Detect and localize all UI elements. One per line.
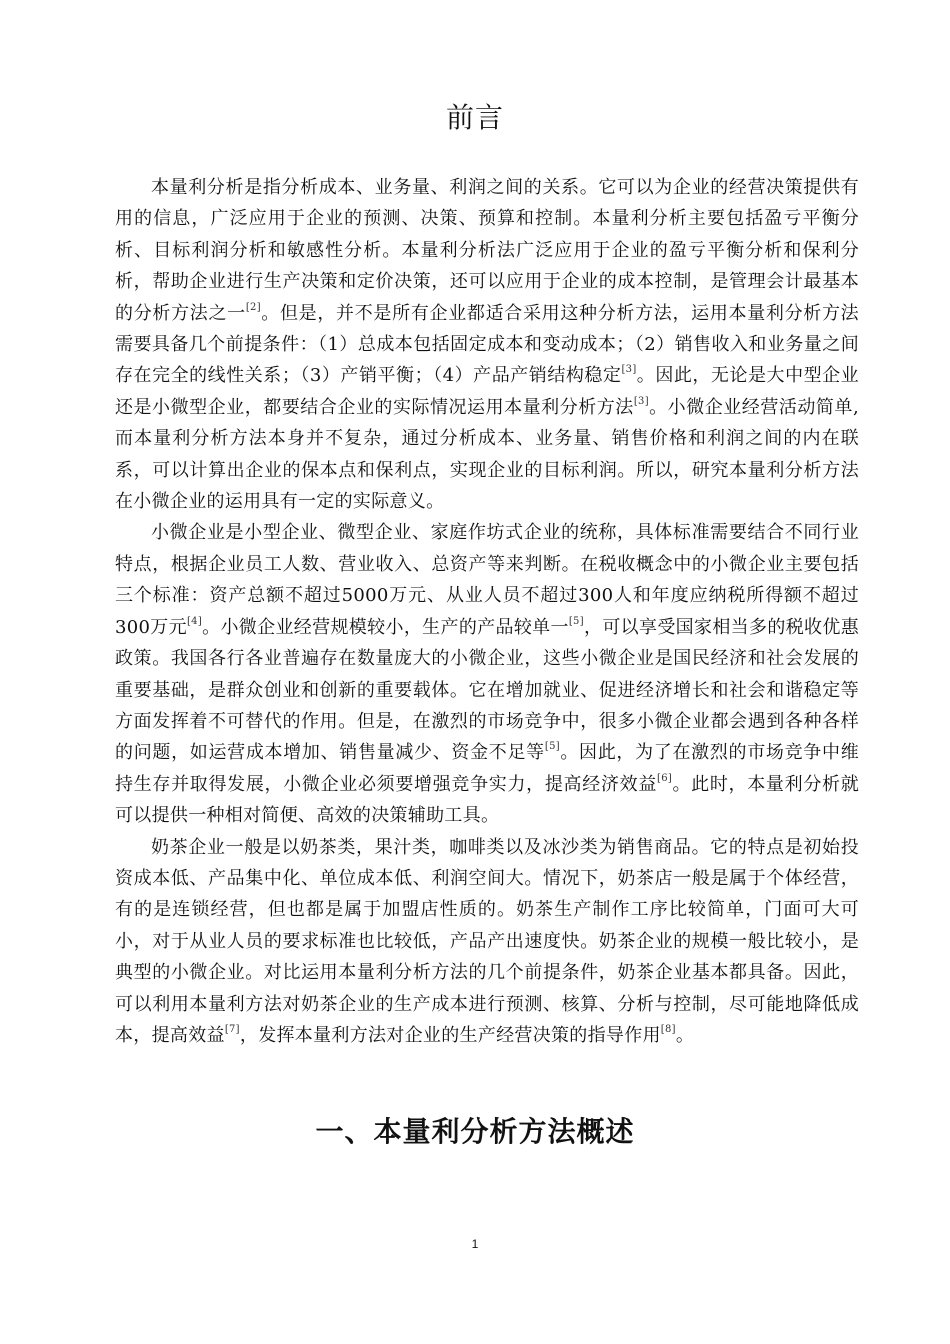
paragraph-text: 。 xyxy=(675,1024,695,1046)
paragraph-text: 。此时，本量利分析就可以提供一种相对简便、高效的决策辅助工具。 xyxy=(115,773,859,827)
page-number: 1 xyxy=(471,1237,479,1251)
paragraph-text: 。因此，无论是大中型企业还是小微型企业，都要结合企业的实际情况运用本量利分析方法 xyxy=(115,365,859,418)
paragraph-1 xyxy=(115,172,859,517)
paragraph-text: ，发挥本量利方法对企业的生产经营决策的指导作用 xyxy=(239,1024,661,1046)
paragraph-text: 。小微企业经营活动简单, 而本量利分析方法本身并不复杂，通过分析成本、业务量、销售价格和利润之间的内在联系，可以计算出企业的保本点和保利点，实现企业的目标利润。所以，研究本量利分析方法在小微企业的运用具有一定的实际意义。 xyxy=(115,396,859,513)
citation-ref: [4] xyxy=(186,615,203,627)
citation-ref: [3] xyxy=(633,395,649,407)
citation-ref: [3] xyxy=(621,364,637,376)
paragraph-text: 奶茶企业一般是以奶茶类，果汁类，咖啡类以及冰沙类为销售商品。它的特点是初始投资成本低、产品集中化、单位成本低、利润空间大。情况下，奶茶店一般是属于个体经营，有的是连锁经营，但也都是属于加盟店性质的。奶茶生产制作工序比较简单，门面可大可小，对于从业人员的要求标准也比较低，产品产出速度快。奶茶企业的规模一般比较小，是典型的小微企业。对比运用本量利分析方法的几个前提条件，奶茶企业基本都具备。因此，可以利用本量利方法对奶茶企业的生产成本进行预测、核算、分析与控制，尽可能地降低成本，提高效益 xyxy=(115,836,859,1046)
citation-ref: [8] xyxy=(660,1023,676,1035)
paragraph-text: ，可以享受国家相当多的税收优惠政策。我国各行各业普遍存在数量庞大的小微企业，这些小微企业是国民经济和社会发展的重要基础，是群众创业和创新的重要载体。它在增加就业、促进经济增长和社会和谐稳定等方面发挥着不可替代的作用。但是，在激烈的市场竞争中，很多小微企业都会遇到各种各样的问题，如运营成本增加、销售量减少、资金不足等 xyxy=(115,616,860,764)
body-text xyxy=(115,172,859,1051)
citation-ref: [5] xyxy=(568,615,584,627)
paragraph-text: 。因此，为了在激烈的市场竞争中维持生存并取得发展，小微企业必须要增强竞争实力，提高经济效益 xyxy=(115,742,859,795)
page-title: 前言 xyxy=(445,101,504,134)
paragraph-text: 。但是，并不是所有企业都适合采用这种分析方法，运用本量利分析方法需要具备几个前提条件：（1）总成本包括固定成本和变动成本；（2）销售收入和业务量之间存在完全的线性关系；（3）产销平衡；（4）产品产销结构稳定 xyxy=(115,302,859,387)
citation-ref: [7] xyxy=(224,1023,240,1035)
citation-ref: [2] xyxy=(245,301,261,313)
paragraph-3 xyxy=(115,832,859,1052)
section-heading: 一、本量利分析方法概述 xyxy=(315,1115,635,1148)
paragraph-text: 。小微企业经营规模较小，生产的产品较单一 xyxy=(202,616,569,638)
citation-ref: [6] xyxy=(657,772,673,784)
citation-ref: [5] xyxy=(544,741,560,753)
paragraph-2 xyxy=(115,517,859,831)
paragraph-text: 本量利分析是指分析成本、业务量、利润之间的关系。它可以为企业的经营决策提供有用的信息，广泛应用于企业的预测、决策、预算和控制。本量利分析主要包括盈亏平衡分析、目标利润分析和敏感性分析。本量利分析法广泛应用于企业的盈亏平衡分析和保利分析，帮助企业进行生产决策和定价决策，还可以应用于企业的成本控制，是管理会计最基本的分析方法之一 xyxy=(115,177,859,324)
paragraph-text: 小微企业是小型企业、微型企业、家庭作坊式企业的统称，具体标准需要结合不同行业特点，根据企业员工人数、营业收入、总资产等来判断。在税收概念中的小微企业主要包括三个标准：资产总额不超过5000万元、从业人员不超过300人和年度应纳税所得额不超过300万元 xyxy=(115,522,859,638)
